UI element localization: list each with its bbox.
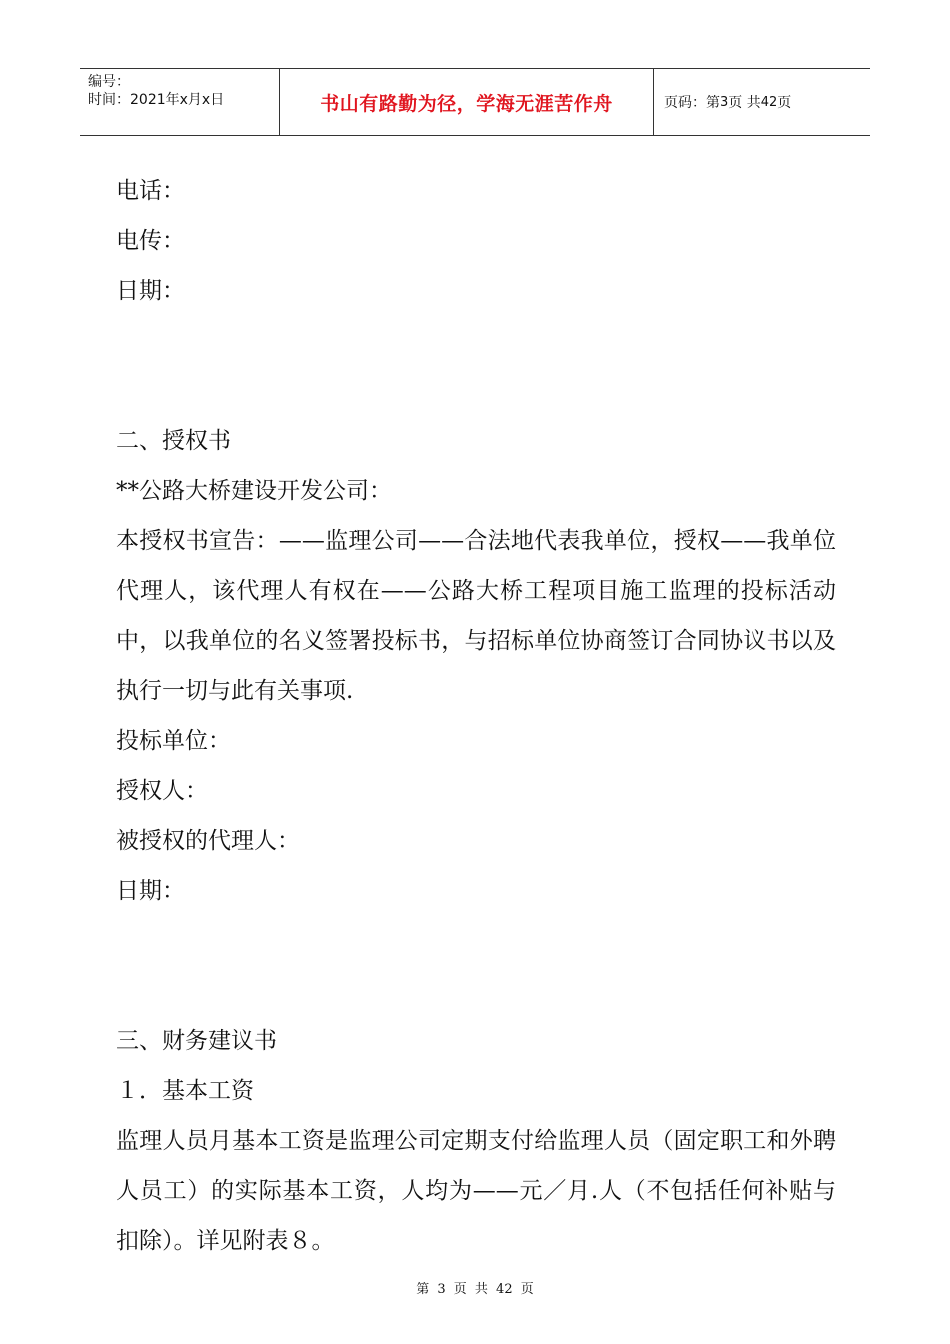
date-line-1: 日期： [116,278,185,304]
spacer [116,316,836,416]
addressee: **公路大桥建设开发公司： [116,478,392,504]
page-prefix: 页码：第 [664,95,720,111]
header-page-info [654,69,870,135]
page-header [80,68,870,136]
authorizer-line: 授权人： [116,778,208,804]
header-meta [80,69,280,135]
date-line-2: 日期： [116,878,185,904]
authorization-declaration: 本授权书宣告：——监理公司——合法地代表我单位，授权——我单位代理人，该代理人有权在——公路大桥工程项目施工监理的投标活动中，以我单位的名义签署投标书，与招标单位协商签订合同协议书以及执行一切与此有关事项. [116,528,836,704]
bidder-line: 投标单位： [116,728,231,754]
phone-line: 电话： [116,178,185,204]
fax-line: 电传： [116,228,185,254]
page-footer: 第 3 页 共 42 页 [416,1282,534,1297]
document-body [116,166,836,1266]
spacer [116,916,836,1016]
header-motto: 书山有路勤为径，学海无涯苦作舟 [280,69,654,135]
section-3-title: 三、财务建议书 [116,1028,277,1054]
time-label: 时间：2021年x月x日 [88,92,225,108]
page-current: 3 [720,94,729,110]
item-1-title: １．基本工资 [116,1078,254,1104]
page-suffix: 页 [777,95,792,111]
item-1-text: 监理人员月基本工资是监理公司定期支付给监理人员（固定职工和外聘人员工）的实际基本工资，人均为——元／月.人（不包括任何补贴与扣除）。详见附表８。 [116,1128,836,1254]
page-mid: 页 共 [728,95,761,111]
page-total: 42 [760,94,778,110]
agent-line: 被授权的代理人： [116,828,300,854]
number-label: 编号： [88,74,130,90]
section-2-title: 二、授权书 [116,428,231,454]
